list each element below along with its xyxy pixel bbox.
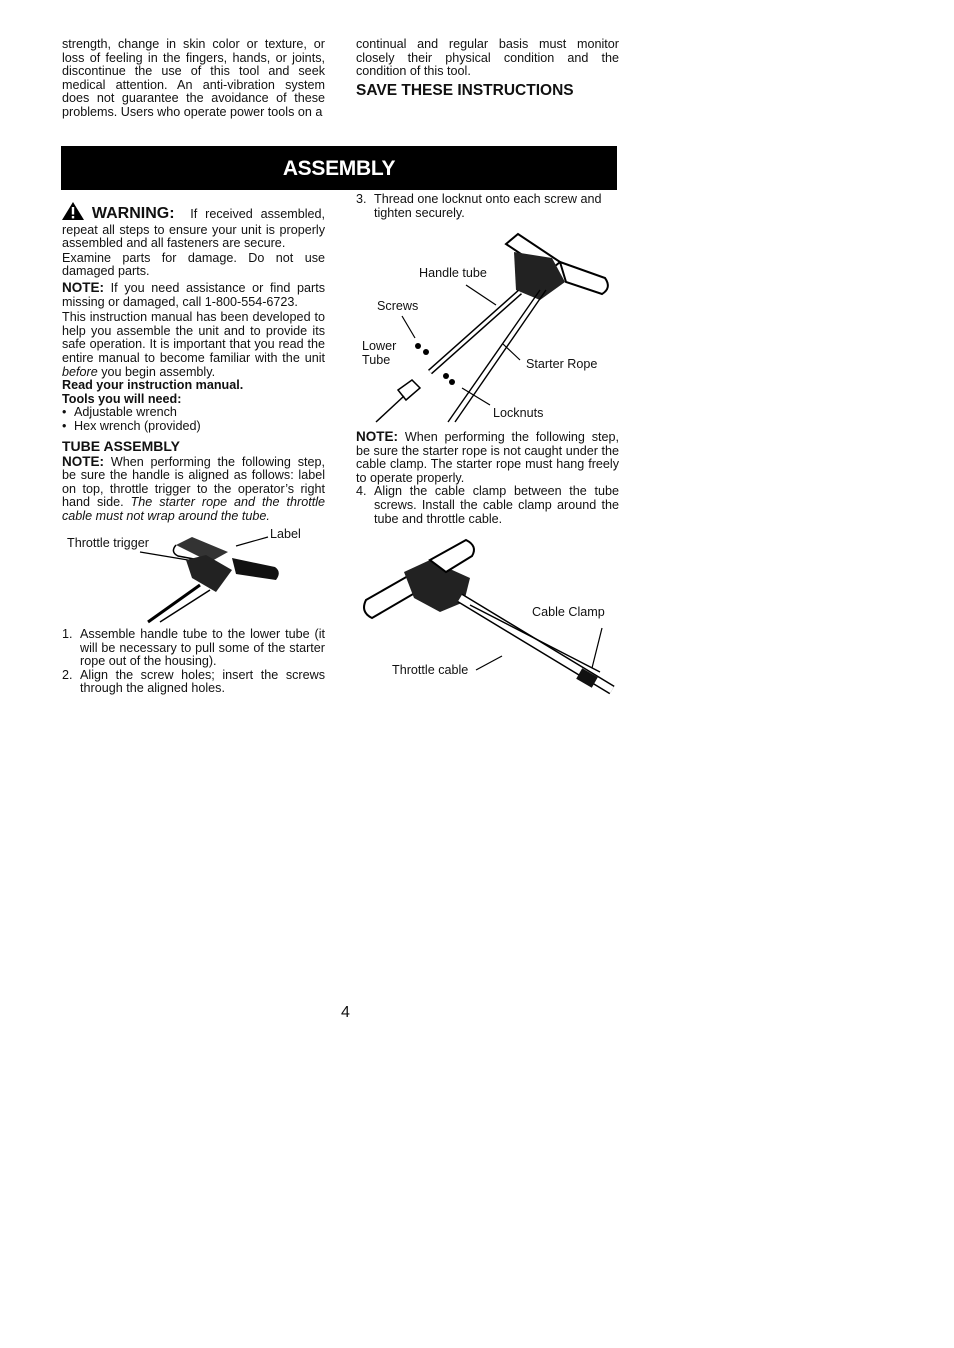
note-label: NOTE: [62, 279, 104, 295]
label-callout: Label [270, 527, 301, 541]
continued-vibration-paragraph: strength, change in skin color or texture, or loss of feeling in the fingers, hands, or joints, discontinue the use of this tool and seek medical attention. An anti-vibration system does not guarantee the avoidance of these problems. Users who operate power tools on a [62, 37, 325, 119]
list-item: • Adjustable wrench [62, 405, 177, 420]
screws-label: Screws [377, 299, 419, 313]
locknuts-label: Locknuts [493, 406, 544, 420]
cable-clamp-label: Cable Clamp [532, 605, 605, 619]
note-alignment-paragraph: NOTE: When performing the following step, be sure the handle is aligned as follows: label on top, throttle trigger to the operator’s right hand side. The starter rope and the throttle cable must not wrap around the tube. [62, 453, 326, 523]
monitor-condition-paragraph: continual and regular basis must monitor closely their physical condition and the condition of this tool. SAVE THESE INSTRUCTIONS [356, 37, 619, 99]
note-starter-rope-paragraph: NOTE: When performing the following step, be sure the starter rope is not caught under the cable clamp. The starter rope must hang freely to operate properly. [356, 429, 620, 485]
list-item: 2. Align the screw holes; insert the screws through the aligned holes. [62, 667, 325, 696]
manual-paragraph: This instruction manual has been developed to help you assemble the unit and to provide its safe operation. It is important that you read the entire manual to become familiar with the unit before you begin assembly. [62, 310, 325, 379]
tools-heading: Tools you will need: [62, 391, 182, 406]
list-item: • Hex wrench (provided) [62, 418, 201, 433]
save-instructions-heading: SAVE THESE INSTRUCTIONS [356, 81, 574, 99]
page-number: 4 [341, 1004, 350, 1021]
tube-label: Tube [362, 353, 391, 367]
starter-rope-label: Starter Rope [526, 357, 598, 371]
throttle-trigger-label: Throttle trigger [67, 536, 149, 550]
list-item: 3. Thread one locknut onto each screw and tighten securely. [356, 192, 602, 220]
tube-assembly-heading: TUBE ASSEMBLY [62, 437, 180, 454]
read-manual-line: Read your instruction manual. [62, 378, 244, 393]
list-item: 4. Align the cable clamp between the tube screws. Install the cable clamp around the tube and throttle cable. [356, 484, 619, 526]
handle-tube-label: Handle tube [419, 266, 487, 280]
warning-label: WARNING: [91, 205, 175, 222]
list-item: 1. Assemble handle tube to the lower tube (it will be necessary to pull some of the starter rope out of the housing). [62, 627, 325, 669]
examine-paragraph: Examine parts for damage. Do not use damaged parts. [62, 250, 325, 279]
assembly-title: ASSEMBLY [282, 157, 396, 180]
note-text: If you need assistance or find parts missing or damaged, call 1-800-554-6723. [62, 280, 325, 309]
lower-label: Lower [362, 339, 397, 353]
throttle-cable-label: Throttle cable [392, 663, 469, 677]
warning-text: If received assembled, repeat all steps to ensure your unit is properly assembled and all fasteners are secure. [62, 207, 326, 251]
